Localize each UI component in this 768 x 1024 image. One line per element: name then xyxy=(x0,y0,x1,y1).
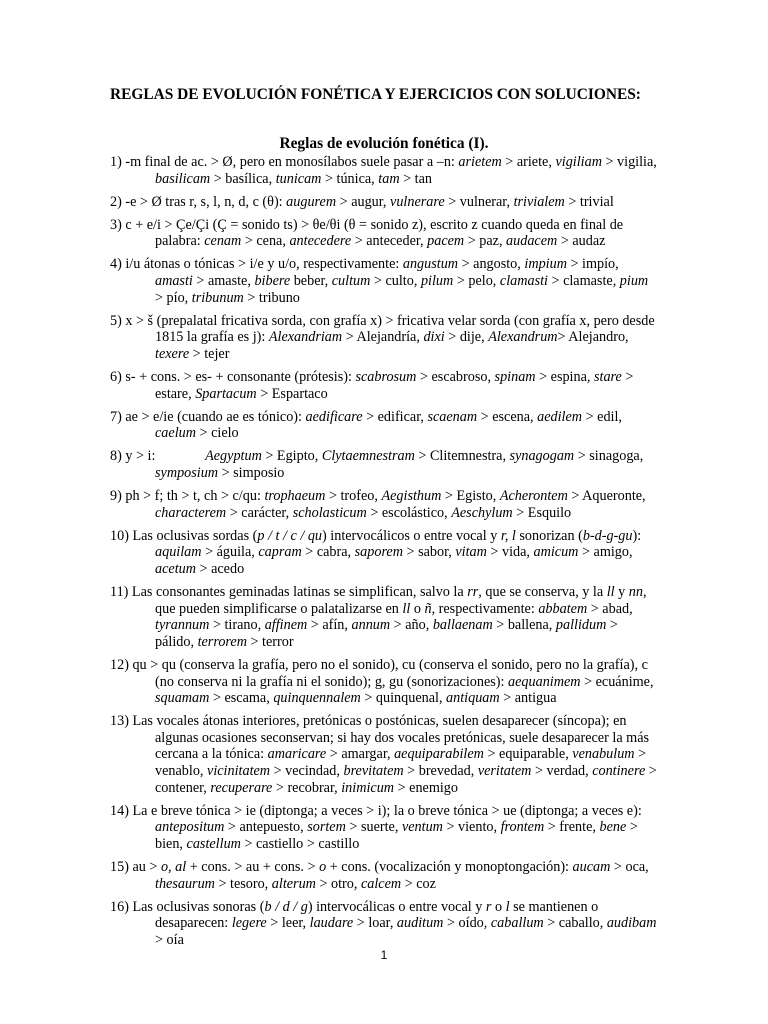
rule-text: > vecindad, xyxy=(270,763,344,779)
rule-text: > túnica, xyxy=(321,170,379,187)
latin-form: Aegisthum xyxy=(381,488,442,505)
latin-form: auditum xyxy=(396,915,444,932)
rule-text: ): xyxy=(632,527,642,544)
latin-form: audibam xyxy=(606,915,657,932)
latin-form: ll xyxy=(606,584,615,601)
latin-form: r, l xyxy=(500,527,516,544)
latin-form: clamasti xyxy=(499,273,548,290)
rule-text: 6) s- + cons. > es- + consonante (prótesis): xyxy=(110,369,356,386)
latin-form: angustum xyxy=(402,256,459,273)
rule-text: > amaste, xyxy=(192,273,255,290)
rule-text: > coz xyxy=(401,875,436,892)
rule-text: > Egipto, xyxy=(261,448,322,465)
latin-form: aucam xyxy=(572,858,611,875)
rule-text: > verdad, xyxy=(531,763,593,779)
rule-text: > vida, xyxy=(486,544,534,561)
latin-form: vigiliam xyxy=(555,154,602,170)
latin-form: trophaeum xyxy=(264,488,326,505)
rule-text: > Clitemnestra, xyxy=(414,448,510,465)
rule-3 xyxy=(110,217,658,250)
rule-text: > terror xyxy=(246,633,294,650)
latin-form: audacem xyxy=(506,233,558,250)
latin-form: impium xyxy=(524,256,567,273)
latin-form: symposium xyxy=(155,465,219,481)
rule-text: > leer, xyxy=(266,915,310,932)
rule-text: > trivial xyxy=(564,193,614,210)
rule-text: > anteceder, xyxy=(351,233,428,250)
rule-6 xyxy=(110,369,658,402)
rule-text: > contener, xyxy=(155,763,657,796)
latin-form: terrorem xyxy=(197,633,247,650)
latin-form: aedificare xyxy=(305,408,363,425)
latin-form: antecedere xyxy=(289,233,352,250)
rule-text: > águila, xyxy=(201,544,259,561)
latin-form: squamam xyxy=(155,690,210,707)
latin-form: scaenam xyxy=(427,408,478,425)
rule-text: > pálido, xyxy=(155,617,618,650)
latin-form: annum xyxy=(351,617,391,634)
rule-text: > vulnerar, xyxy=(444,193,514,210)
rule-4 xyxy=(110,256,658,306)
latin-form: cultum xyxy=(331,273,371,290)
rule-text: > oído, xyxy=(443,915,491,932)
latin-form: quinquennalem xyxy=(273,690,361,707)
rule-text: se mantienen o desaparecen: xyxy=(155,898,599,932)
latin-form: spinam xyxy=(494,369,536,386)
latin-form: dixi xyxy=(423,329,445,346)
latin-form: l xyxy=(505,898,510,915)
latin-form: ballaenam xyxy=(432,617,493,634)
rule-text: > cabra, xyxy=(301,544,355,561)
rule-text: 15) au > xyxy=(110,858,161,875)
rule-text: > edil, xyxy=(582,408,622,425)
latin-form: brevitatem xyxy=(343,763,404,779)
latin-form: capram xyxy=(258,544,302,561)
rule-text: o xyxy=(491,898,506,915)
latin-form: pium xyxy=(619,273,649,290)
latin-form: amaricare xyxy=(267,746,327,763)
latin-form: frontem xyxy=(500,819,545,836)
rule-text: > escena, xyxy=(477,408,538,425)
latin-form: Clytaemnestram xyxy=(321,448,415,465)
rule-16 xyxy=(110,899,658,949)
rule-text: 5) x > š (prepalatal fricativa sorda, con grafía x) > fricativa velar sorda (con grafía x, pero desde 1815 la grafía es j): xyxy=(110,312,655,346)
latin-form: saporem xyxy=(354,544,403,561)
rule-text: > escolástico, xyxy=(366,504,452,521)
rule-8 xyxy=(110,448,658,481)
rule-text: > clamaste, xyxy=(547,273,620,290)
latin-form: o, al xyxy=(160,858,187,875)
latin-form: Alexandrum xyxy=(488,329,558,346)
rule-text: 12) qu > qu (conserva la grafía, pero no el sonido), cu (conserva el sonido, pero no la grafía), c (no conserva ni la grafía ni el sonido); g, gu (sonorizaciones): xyxy=(110,656,648,690)
rule-text: > impío, xyxy=(566,256,619,273)
latin-form: tunicam xyxy=(275,170,322,187)
rule-text: beber, xyxy=(290,273,332,290)
latin-form: Spartacum xyxy=(195,385,257,402)
rule-text: > Alejandro, xyxy=(557,329,629,346)
rule-text: > Esquilo xyxy=(512,504,572,521)
rule-2 xyxy=(110,194,658,211)
latin-form: trivialem xyxy=(513,193,565,210)
latin-form: aequiparabilem xyxy=(394,746,484,763)
rule-text: > loar, xyxy=(353,915,397,932)
latin-form: ll xyxy=(402,600,411,617)
rule-text: > carácter, xyxy=(226,504,293,521)
latin-form: venabulum xyxy=(572,746,635,763)
rule-text: > culto, xyxy=(370,273,421,290)
rule-text: 11) Las consonantes geminadas latinas se simplifican, salvo la xyxy=(110,584,468,601)
rule-text: 10) Las oclusivas sordas ( xyxy=(110,527,258,544)
rule-text: 7) ae > e/ie (cuando ae es tónico): xyxy=(110,408,306,425)
rule-text: > Espartaco xyxy=(256,385,328,402)
rule-text: > tribuno xyxy=(243,289,300,306)
rule-text: 13) Las vocales átonas interiores, pretónicas o postónicas, suelen desaparecer (síncopa); en algunas ocasiones seconservan; si hay dos vocales pretónicas, suele desaparecer la más cercana a la tónica: xyxy=(110,713,650,763)
latin-form: caelum xyxy=(155,425,196,442)
rule-text: y xyxy=(614,584,629,601)
rule-text: > vigilia, xyxy=(601,154,657,170)
latin-form: augurem xyxy=(286,193,337,210)
latin-form: inimicum xyxy=(341,779,395,796)
rule-text: > amigo, xyxy=(578,544,633,561)
document-title: REGLAS DE EVOLUCIÓN FONÉTICA Y EJERCICIOS CON SOLUCIONES: xyxy=(110,86,641,103)
rule-text: > sinagoga, xyxy=(574,448,644,465)
latin-form: scholasticum xyxy=(292,504,367,521)
latin-form: tyrannum xyxy=(155,617,210,634)
latin-form: scabrosum xyxy=(355,369,417,386)
rule-text: , que pueden simplificarse o palatalizarse en xyxy=(155,584,647,617)
rule-text: > Egisto, xyxy=(441,488,500,505)
rule-text: > audaz xyxy=(557,233,606,250)
rule-text: > amargar, xyxy=(326,746,395,763)
latin-form: tribunum xyxy=(191,289,244,306)
latin-form: vulnerare xyxy=(390,193,445,210)
rule-text: > edificar, xyxy=(362,408,428,425)
rule-text: > pío, xyxy=(155,289,192,306)
latin-form: recuperare xyxy=(210,779,273,796)
latin-form: Alexandriam xyxy=(268,329,343,346)
rule-text: 4) i/u átonas o tónicas > i/e y u/o, respectivamente: xyxy=(110,256,403,273)
latin-form: veritatem xyxy=(477,763,532,779)
latin-form: pilum xyxy=(420,273,454,290)
latin-form: aequanimem xyxy=(508,673,581,690)
rule-text: > antepuesto, xyxy=(224,819,308,836)
rule-text: 8) y > i: xyxy=(110,448,206,465)
latin-form: ñ xyxy=(424,600,432,617)
rule-text: > augur, xyxy=(336,193,391,210)
rule-text: > bien, xyxy=(155,819,638,852)
latin-form: synagogam xyxy=(509,448,575,465)
latin-form: castellum xyxy=(186,835,241,852)
rule-13 xyxy=(110,713,658,796)
rule-text: > año, xyxy=(390,617,433,634)
rule-text: 3) c + e/i > Çe/Çi (Ç = sonido ts) > θe/θi (θ = sonido z), escrito z cuando queda en final de palabra: xyxy=(110,216,624,250)
rule-10 xyxy=(110,528,658,578)
rule-text: > estare, xyxy=(155,369,634,402)
rule-text: > simposio xyxy=(218,465,285,481)
rule-text: > quinquenal, xyxy=(360,690,447,707)
rule-text: > acedo xyxy=(195,560,245,577)
rule-text: > recobrar, xyxy=(272,779,342,796)
rule-text: > brevedad, xyxy=(403,763,478,779)
latin-form: o xyxy=(319,858,327,875)
rule-text: > enemigo xyxy=(394,779,458,796)
section-title: Reglas de evolución fonética (I). xyxy=(279,135,489,152)
rule-text: > castiello > castillo xyxy=(240,835,360,852)
latin-form: rr xyxy=(467,584,479,601)
latin-form: characterem xyxy=(155,504,227,521)
rule-text: > basílica, xyxy=(210,170,276,187)
rule-text: > tejer xyxy=(189,345,230,362)
latin-form: p / t / c / qu xyxy=(257,527,323,544)
latin-form: bibere xyxy=(254,273,291,290)
latin-form: texere xyxy=(155,345,190,362)
rule-text: 2) -e > Ø tras r, s, l, n, d, c (θ): xyxy=(110,193,287,210)
rule-14 xyxy=(110,803,658,853)
rule-text: 16) Las oclusivas sonoras ( xyxy=(110,898,265,915)
rule-text: + cons. (vocalización y monoptongación): xyxy=(326,858,573,875)
latin-form: legere xyxy=(231,915,267,932)
latin-form: antepositum xyxy=(155,819,225,836)
latin-form: vicinitatem xyxy=(207,763,271,779)
rule-text: > caballo, xyxy=(543,915,607,932)
latin-form: basilicam xyxy=(155,170,211,187)
rule-text: > cielo xyxy=(195,425,239,442)
latin-form: aquilam xyxy=(155,544,202,561)
rule-text: ) intervocálicas o entre vocal y xyxy=(307,898,486,915)
rule-text: > Aqueronte, xyxy=(567,488,646,505)
latin-form: amasti xyxy=(155,273,193,290)
rule-12 xyxy=(110,657,658,707)
latin-form: b / d / g xyxy=(264,898,308,915)
rule-text: > antigua xyxy=(499,690,557,707)
rules-list xyxy=(110,154,658,948)
rule-text: 9) ph > f; th > t, ch > c/qu: xyxy=(110,488,265,505)
latin-form: pacem xyxy=(427,233,465,250)
latin-form: continere xyxy=(592,763,646,779)
rule-text: > angosto, xyxy=(458,256,525,273)
latin-form: vitam xyxy=(455,544,487,561)
latin-form: antiquam xyxy=(446,690,500,707)
latin-form: alterum xyxy=(271,875,316,892)
rule-text: + cons. > au + cons. > xyxy=(186,858,320,875)
rule-text: > tirano, xyxy=(209,617,265,634)
rule-text: > viento, xyxy=(442,819,501,836)
rule-text: > ariete, xyxy=(501,154,556,170)
rule-text: > escabroso, xyxy=(416,369,495,386)
rule-text: > sabor, xyxy=(402,544,456,561)
latin-form: affinem xyxy=(264,617,308,634)
rule-text: > paz, xyxy=(464,233,507,250)
rule-text: > Alejandría, xyxy=(342,329,424,346)
rule-text: > espina, xyxy=(535,369,594,386)
rule-text: > cena, xyxy=(241,233,290,250)
latin-form: pallidum xyxy=(555,617,607,634)
rule-text: > trofeo, xyxy=(325,488,382,505)
rule-text: > pelo, xyxy=(453,273,500,290)
rule-text: > tan xyxy=(399,170,432,187)
latin-form: Acherontem xyxy=(499,488,568,505)
rule-text: ) intervocálicos o entre vocal y xyxy=(322,527,501,544)
page-number: 1 xyxy=(380,948,388,962)
rule-5 xyxy=(110,313,658,363)
rule-text: > equiparable, xyxy=(483,746,573,763)
latin-form: calcem xyxy=(360,875,402,892)
rule-text: > venablo, xyxy=(155,746,647,779)
rule-text: > oca, xyxy=(610,858,649,875)
rule-text: > ecuánime, xyxy=(580,673,654,690)
rule-text: > suerte, xyxy=(345,819,402,836)
rule-text: > frente, xyxy=(544,819,600,836)
latin-form: r xyxy=(485,898,492,915)
rule-text: 1) -m final de ac. > Ø, pero en monosílabos suele pasar a –n: xyxy=(110,154,459,170)
latin-form: laudare xyxy=(309,915,354,932)
latin-form: sortem xyxy=(307,819,346,836)
latin-form: amicum xyxy=(533,544,579,561)
rule-text: , que se conserva, y la xyxy=(478,584,607,601)
latin-form: tam xyxy=(378,170,400,187)
latin-form: Aegyptum xyxy=(205,448,262,465)
latin-form: abbatem xyxy=(538,600,588,617)
rule-text: > oía xyxy=(155,931,184,948)
rule-text: > otro, xyxy=(315,875,361,892)
rule-text: > ballena, xyxy=(492,617,556,634)
latin-form: ventum xyxy=(401,819,443,836)
latin-form: nn xyxy=(628,584,643,601)
latin-form: b-d-g-gu xyxy=(582,527,633,544)
rule-text: > dije, xyxy=(444,329,489,346)
rule-7 xyxy=(110,409,658,442)
latin-form: bene xyxy=(599,819,627,836)
rule-11 xyxy=(110,584,658,650)
rule-text: > escama, xyxy=(209,690,274,707)
latin-form: caballum xyxy=(490,915,544,932)
rule-text: > afín, xyxy=(307,617,352,634)
rule-text: o xyxy=(410,600,425,617)
latin-form: arietem xyxy=(458,154,502,170)
latin-form: acetum xyxy=(155,560,196,577)
latin-form: stare xyxy=(593,369,622,386)
rule-1 xyxy=(110,154,658,187)
latin-form: cenam xyxy=(204,233,242,250)
rule-9 xyxy=(110,488,658,521)
rule-text: , respectivamente: xyxy=(431,600,539,617)
rule-text: > tesoro, xyxy=(214,875,272,892)
latin-form: aedilem xyxy=(537,408,583,425)
rule-text: sonorizan ( xyxy=(515,527,583,544)
rule-text: > abad, xyxy=(587,600,633,617)
latin-form: Aeschylum xyxy=(451,504,513,521)
latin-form: thesaurum xyxy=(155,875,215,892)
rule-15 xyxy=(110,859,658,892)
rule-text: 14) La e breve tónica > ie (diptonga; a veces > i); la o breve tónica > ue (diptonga; a veces e): xyxy=(110,802,642,819)
